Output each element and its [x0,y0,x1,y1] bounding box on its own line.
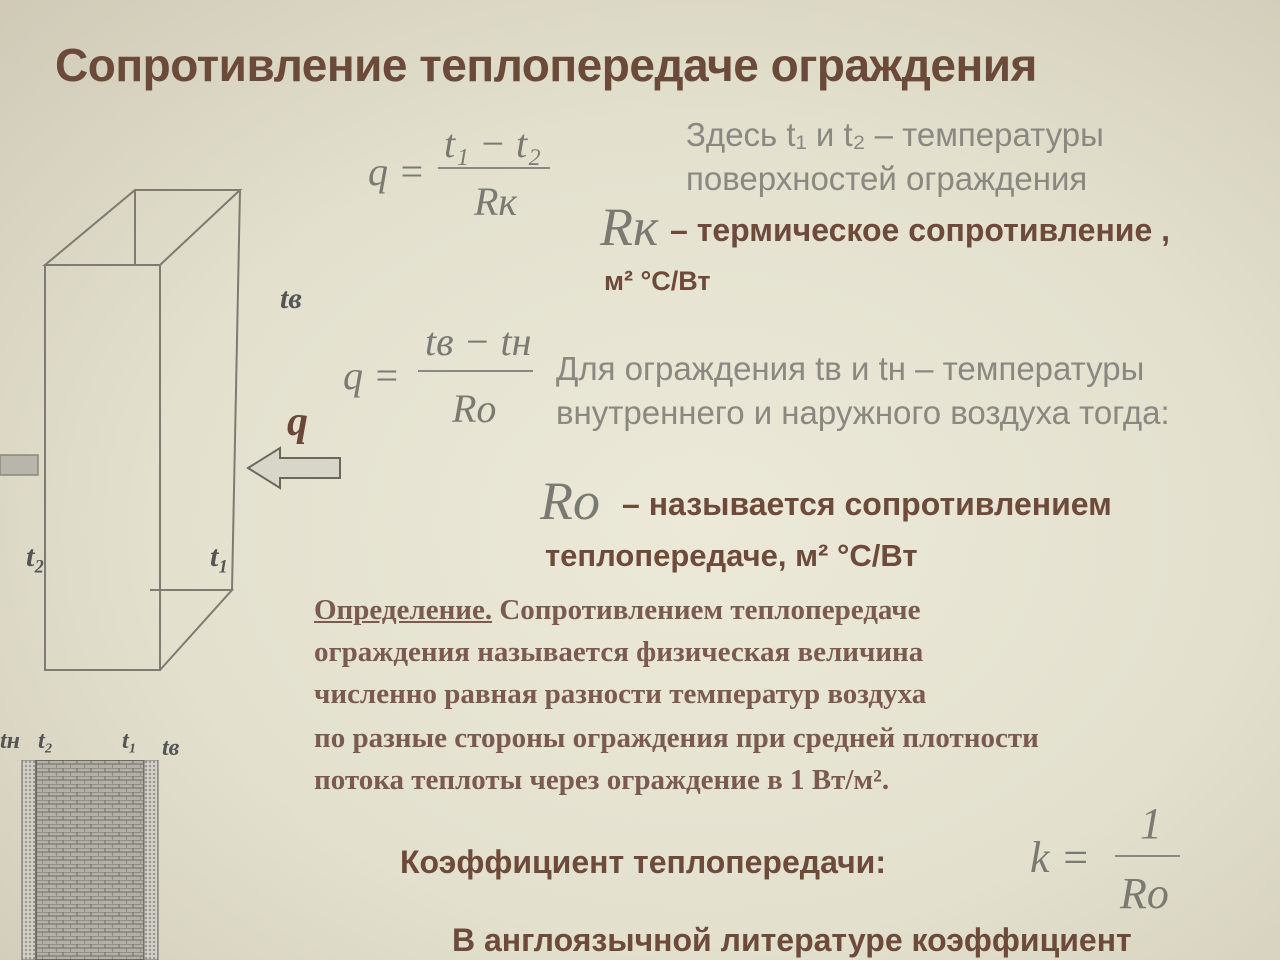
definition-line4: по разные стороны ограждения при средней плотности [314,722,1039,754]
wall-label-tv: tв [162,735,180,761]
note1-line1: Здесь t₁ и t₂ – температуры [686,116,1104,153]
wall-label-tn: tн [0,728,20,754]
definition-text1: Сопротивлением теплопередаче [499,594,921,626]
wall-section-diagram [0,760,170,960]
formula1-numerator: t₁ − t₂ [444,121,542,166]
arrow-out-shape [0,455,38,475]
formula2-lhs: q = [343,353,400,398]
definition-line1 [314,590,920,630]
label-t2-box: t₂ [26,540,45,573]
slide-title: Сопротивление теплопередаче ограждения [55,39,1037,91]
formula2-denominator: Ro [452,386,497,431]
note1-line2: поверхностей ограждения [686,160,1088,197]
rk-symbol: Rк [600,197,659,257]
formula3-fraction-bar [1115,855,1180,857]
formula3-lhs: k = [1030,833,1091,882]
note2-line1: Для ограждения tв и tн – температуры [556,350,1145,387]
wall-label-t2: t₂ [38,728,54,754]
ro-line2: теплопередаче, м² °С/Вт [545,538,918,573]
rk-text: – термическое сопротивление , [670,212,1171,248]
formula1-denominator: Rк [474,179,518,224]
definition-line2: ограждения называется физическая величина [314,636,924,668]
formula3-denominator: Ro [1120,869,1169,918]
note2-line2: внутреннего и наружного воздуха тогда: [556,394,1170,431]
rk-units: м² °С/Вт [604,266,711,296]
arrow-in-shape [248,448,340,488]
formula3-numerator: 1 [1140,799,1162,848]
label-q: q [287,399,308,445]
ro-text: – называется сопротивлением [622,486,1112,522]
definition-line5: потока теплоты через ограждение в 1 Вт/м². [314,764,890,796]
k-label: Коэффициент теплопередачи: [400,844,886,880]
wall-label-t1: t₁ [122,728,138,754]
label-t1-box: t₁ [210,540,229,573]
formula1-lhs: q = [368,149,425,194]
formula2-fraction-bar [418,370,533,372]
definition-line3: численно равная разности температур воздуха [314,678,927,710]
formula1-fraction-bar [438,167,550,169]
label-t-in: tв [280,282,302,315]
formula2-numerator: tв − tн [425,319,532,364]
ro-symbol: Ro [540,471,600,531]
definition-label: Определение. [314,594,493,626]
bottom-text: В англоязычной литературе коэффициент [452,922,1132,958]
